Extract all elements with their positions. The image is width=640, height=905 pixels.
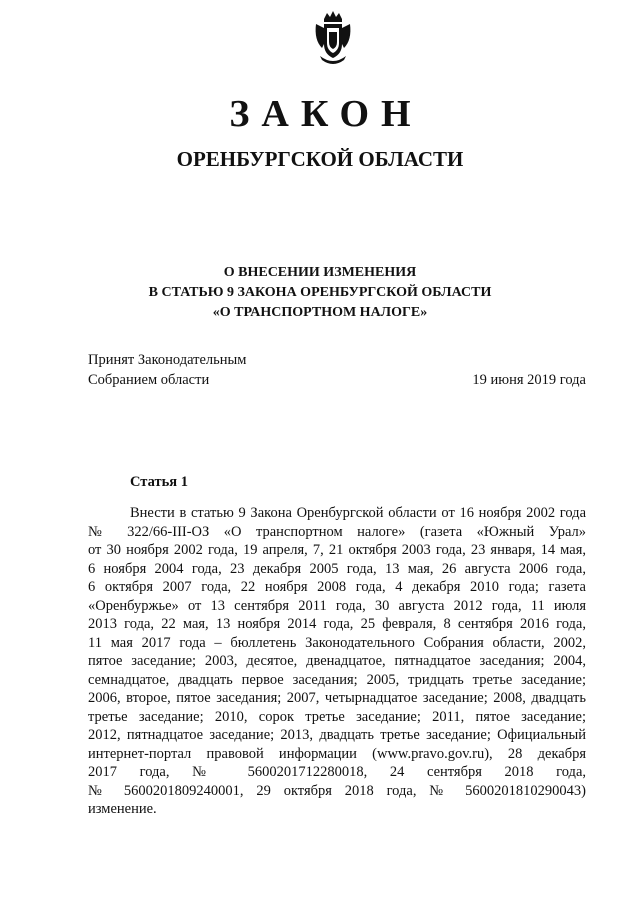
law-heading (0, 263, 640, 323)
heading-line: О ВНЕСЕНИИ ИЗМЕНЕНИЯ (223, 265, 417, 280)
body-line: 6 ноября 2004 года, 23 декабря 2005 года, 13 мая, 26 августа 2006 года, (88, 560, 586, 577)
body-line: семнадцатое, двадцать первое заседания; 2005, тридцать третье заседание; (88, 671, 586, 688)
adoption-note (88, 350, 246, 390)
body-line: 2006, второе, пятое заседания; 2007, четырнадцатое заседание; 2008, двадцать (88, 690, 586, 706)
body-line: № 5600201809240001, 29 октября 2018 года, № 5600201810290043) (88, 782, 586, 799)
coat-of-arms-emblem (312, 10, 354, 66)
body-line: Внести в статью 9 Закона Оренбургской области от 16 ноября 2002 года (130, 505, 586, 521)
body-line: 6 октября 2007 года, 22 ноября 2008 года, 4 декабря 2010 года; газета (88, 579, 586, 595)
body-line: интернет-портал правовой информации (www.pravo.gov.ru), 28 декабря (88, 745, 586, 762)
body-line: № 322/66-III-ОЗ «О транспортном налоге» (газета «Южный Урал» (88, 523, 586, 540)
body-line: «Оренбуржье» от 13 сентября 2011 года, 30 августа 2012 года, 11 июля (88, 597, 586, 614)
adoption-line: Принят Законодательным (88, 352, 247, 368)
heading-line: В СТАТЬЮ 9 ЗАКОНА ОРЕНБУРГСКОЙ ОБЛАСТИ (148, 285, 492, 300)
article-title: Статья 1 (130, 474, 188, 490)
body-line: пятое заседание; 2003, десятое, двенадцатое, пятнадцатое заседания; 2004, (88, 653, 586, 669)
body-line: 2013 года, 22 мая, 13 ноября 2014 года, 25 февраля, 8 сентября 2016 года, (88, 616, 586, 632)
law-subtitle: ОРЕНБУРГСКОЙ ОБЛАСТИ (176, 147, 464, 171)
heading-line: «О ТРАНСПОРТНОМ НАЛОГЕ» (212, 305, 428, 320)
body-line: изменение. (88, 801, 157, 817)
law-title: ЗАКОН (229, 93, 423, 135)
adoption-date: 19 июня 2019 года (472, 372, 586, 388)
body-line: от 30 ноября 2002 года, 19 апреля, 7, 21 октября 2003 года, 23 января, 14 мая, (88, 542, 586, 558)
adoption-line: Собранием области (88, 372, 210, 388)
body-line: 2012, пятнадцатое заседание; 2013, двадцать третье заседание; Официальный (88, 727, 586, 743)
body-line: 2017 года, № 5600201712280018, 24 сентября 2018 года, (88, 764, 586, 780)
body-line: 11 мая 2017 года – бюллетень Законодательного Собрания области, 2002, (88, 634, 586, 651)
body-line: третье заседание; 2010, сорок третье заседание; 2011, пятое заседание; (88, 708, 586, 725)
article-body (88, 504, 586, 819)
